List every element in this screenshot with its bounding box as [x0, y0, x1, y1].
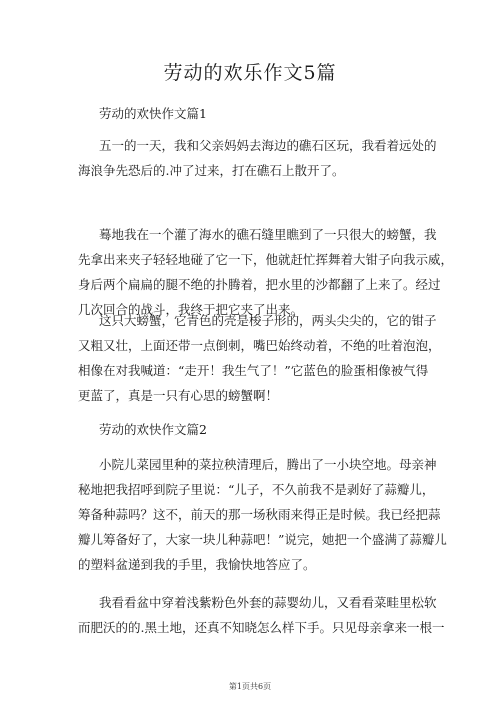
paragraph-1	[78, 133, 438, 183]
document-title: 劳动的欢乐作文5篇	[163, 62, 337, 84]
paragraph-line: 几次回合的战斗，我终于把它夹了出来。	[78, 302, 304, 317]
paragraph-line: 海浪争先恐后的.冲了过来，打在礁石上散开了。	[78, 163, 345, 178]
paragraph-4	[78, 452, 447, 577]
paragraph-line: 瓣儿筹备好了，大家一块儿种蒜吧！”说完，她把一个盛满了蒜瓣儿	[78, 532, 447, 547]
paragraph-line: 相像在对我喊道：“走开！我生气了！”它蓝色的脸蛋相像被气得	[78, 363, 429, 378]
paragraph-line: 身后两个扁扁的腿不绝的扑腾着，把水里的沙都翻了上来了。经过	[78, 277, 441, 292]
paragraph-3	[78, 308, 441, 408]
paragraph-line: 我看看盆中穿着浅紫粉色外套的蒜婴幼儿，又看看菜畦里松软	[99, 595, 437, 610]
page-footer: 第1页共6页	[228, 682, 272, 691]
paragraph-5	[78, 590, 445, 640]
paragraph-line: 这只大螃蟹，它青色的壳是梭子形的，两头尖尖的，它的钳子	[99, 313, 437, 328]
paragraph-line: 蓦地我在一个灌了海水的礁石缝里瞧到了一只很大的螃蟹，我	[99, 227, 437, 242]
section-heading-1: 劳动的欢快作文篇1	[99, 106, 207, 121]
paragraph-2	[78, 222, 454, 322]
paragraph-line: 五一的一天，我和父亲妈妈去海边的礁石区玩，我看着远处的	[99, 138, 437, 153]
paragraph-line: 又粗又壮，上面还带一点倒刺，嘴巴始终动着，不绝的吐着泡泡，	[78, 338, 441, 353]
paragraph-line: 更蓝了，真是一只有心思的螃蟹啊！	[78, 388, 279, 403]
paragraph-line: 筹备种蒜吗？这不，前天的那一场秋雨来得正是时候。我已经把蒜	[78, 507, 441, 522]
paragraph-line: 秘地把我招呼到院子里说：“儿子，不久前我不是剥好了蒜瓣儿，	[78, 482, 435, 497]
paragraph-line: 的塑料盆递到我的手里，我愉快地答应了。	[78, 557, 316, 572]
paragraph-line: 而肥沃的的.黑土地，还真不知晓怎么样下手。只见母亲拿来一根一	[78, 620, 445, 635]
paragraph-line: 先拿出来夹子轻轻地碰了它一下，他就赶忙挥舞着大钳子向我示威，	[78, 252, 454, 267]
paragraph-line: 小院儿菜园里种的菜拉秧清理后，腾出了一小块空地。母亲神	[99, 457, 437, 472]
section-heading-2: 劳动的欢快作文篇2	[99, 422, 207, 437]
